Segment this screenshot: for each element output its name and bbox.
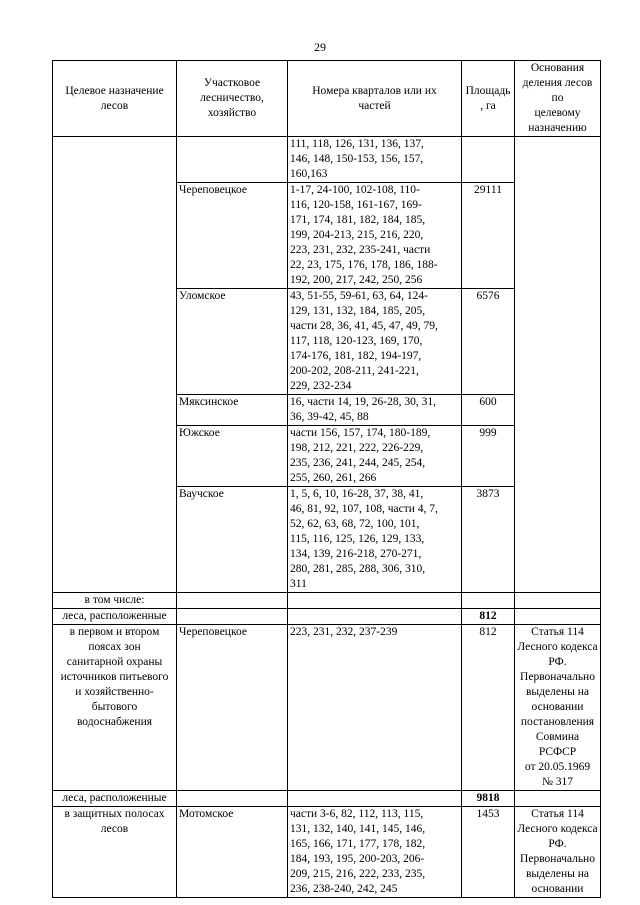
header-purpose: Целевое назначение лесов: [53, 61, 177, 137]
empty-cell: [177, 791, 288, 807]
forestry-cell: Череповецкое: [177, 625, 288, 791]
quarters-cell: 16, части 14, 19, 26-28, 30, 31, 36, 39-42, 45, 88: [288, 395, 462, 426]
quarters-cell: части 156, 157, 174, 180-189, 198, 212, 221, 222, 226-229, 235, 236, 241, 244, 245, 254, 255, 260, 261, 266: [288, 426, 462, 487]
purpose-cell-empty: [53, 137, 177, 593]
quarters-cell: 1-17, 24-100, 102-108, 110- 116, 120-158, 161-167, 169- 171, 174, 181, 182, 184, 185, 199, 204-213, 215, 216, 220, 223, 231, 232, 235-241, части 22, 23, 175, 176, 178, 186, 188- 192, 200, 217, 242, 250, 256: [288, 183, 462, 289]
forestry-cell: Мотомское: [177, 807, 288, 898]
area-cell: 600: [462, 395, 515, 426]
basis-cell: Статья 114 Лесного кодекса РФ. Первоначально выделены на основании постановления Совмина РСФСР от 20.05.1969 № 317: [515, 625, 601, 791]
header-forestry: Участковое лесничество, хозяйство: [177, 61, 288, 137]
table-row: [53, 609, 601, 625]
empty-cell: [288, 791, 462, 807]
forestry-cell-empty: [177, 137, 288, 183]
area-cell: 1453: [462, 807, 515, 898]
table-row: [53, 625, 601, 791]
area-cell: 999: [462, 426, 515, 487]
table-row: [53, 593, 601, 609]
empty-cell: [288, 609, 462, 625]
header-area: Площадь , га: [462, 61, 515, 137]
purpose-cell: в том числе:: [53, 593, 177, 609]
header-row: [53, 61, 601, 137]
empty-cell: [288, 593, 462, 609]
header-quarters: Номера кварталов или их частей: [288, 61, 462, 137]
empty-cell: [515, 609, 601, 625]
area-cell: 812: [462, 625, 515, 791]
basis-cell: Статья 114 Лесного кодекса РФ. Первоначально выделены на основании: [515, 807, 601, 898]
purpose-cell: в первом и втором поясах зон санитарной охраны источников питьевого и хозяйственно- бытового водоснабжения: [53, 625, 177, 791]
area-cell-empty: [462, 137, 515, 183]
table-row: [53, 807, 601, 898]
empty-cell: [177, 593, 288, 609]
forestry-cell: Южское: [177, 426, 288, 487]
quarters-cell: 43, 51-55, 59-61, 63, 64, 124- 129, 131, 132, 184, 185, 205, части 28, 36, 41, 45, 47, 49, 79, 117, 118, 120-123, 169, 170, 174-176, 181, 182, 194-197, 200-202, 208-211, 241-221, 229, 232-234: [288, 289, 462, 395]
area-cell: 3873: [462, 487, 515, 593]
empty-cell: [462, 593, 515, 609]
forestry-cell: Мяксинское: [177, 395, 288, 426]
forestry-cell: Ваучское: [177, 487, 288, 593]
empty-cell: [515, 791, 601, 807]
quarters-cell: части 3-6, 82, 112, 113, 115, 131, 132, 140, 141, 145, 146, 165, 166, 171, 177, 178, 182, 184, 193, 195, 200-203, 206- 209, 215, 216, 222, 233, 235, 236, 238-240, 242, 245: [288, 807, 462, 898]
empty-cell: [177, 609, 288, 625]
area-total-cell: 9818: [462, 791, 515, 807]
quarters-cell: 111, 118, 126, 131, 136, 137, 146, 148, 150-153, 156, 157, 160,163: [288, 137, 462, 183]
purpose-cell: леса, расположенные: [53, 609, 177, 625]
table-row: [53, 791, 601, 807]
quarters-cell: 1, 5, 6, 10, 16-28, 37, 38, 41, 46, 81, 92, 107, 108, части 4, 7, 52, 62, 63, 68, 72, 100, 101, 115, 116, 125, 126, 129, 133, 134, 139, 216-218, 270-271, 280, 281, 285, 288, 306, 310, 311: [288, 487, 462, 593]
basis-cell-empty: [515, 137, 601, 593]
page-number: 29: [314, 40, 326, 54]
area-cell: 6576: [462, 289, 515, 395]
forestry-cell: Череповецкое: [177, 183, 288, 289]
header-basis: Основания деления лесов по целевому назначению: [515, 61, 601, 137]
area-total-cell: 812: [462, 609, 515, 625]
forestry-cell: Уломское: [177, 289, 288, 395]
table-row: [53, 137, 601, 183]
forest-purpose-table: [52, 60, 601, 898]
empty-cell: [515, 593, 601, 609]
area-cell: 29111: [462, 183, 515, 289]
purpose-cell: в защитных полосах лесов: [53, 807, 177, 898]
quarters-cell: 223, 231, 232, 237-239: [288, 625, 462, 791]
purpose-cell: леса, расположенные: [53, 791, 177, 807]
